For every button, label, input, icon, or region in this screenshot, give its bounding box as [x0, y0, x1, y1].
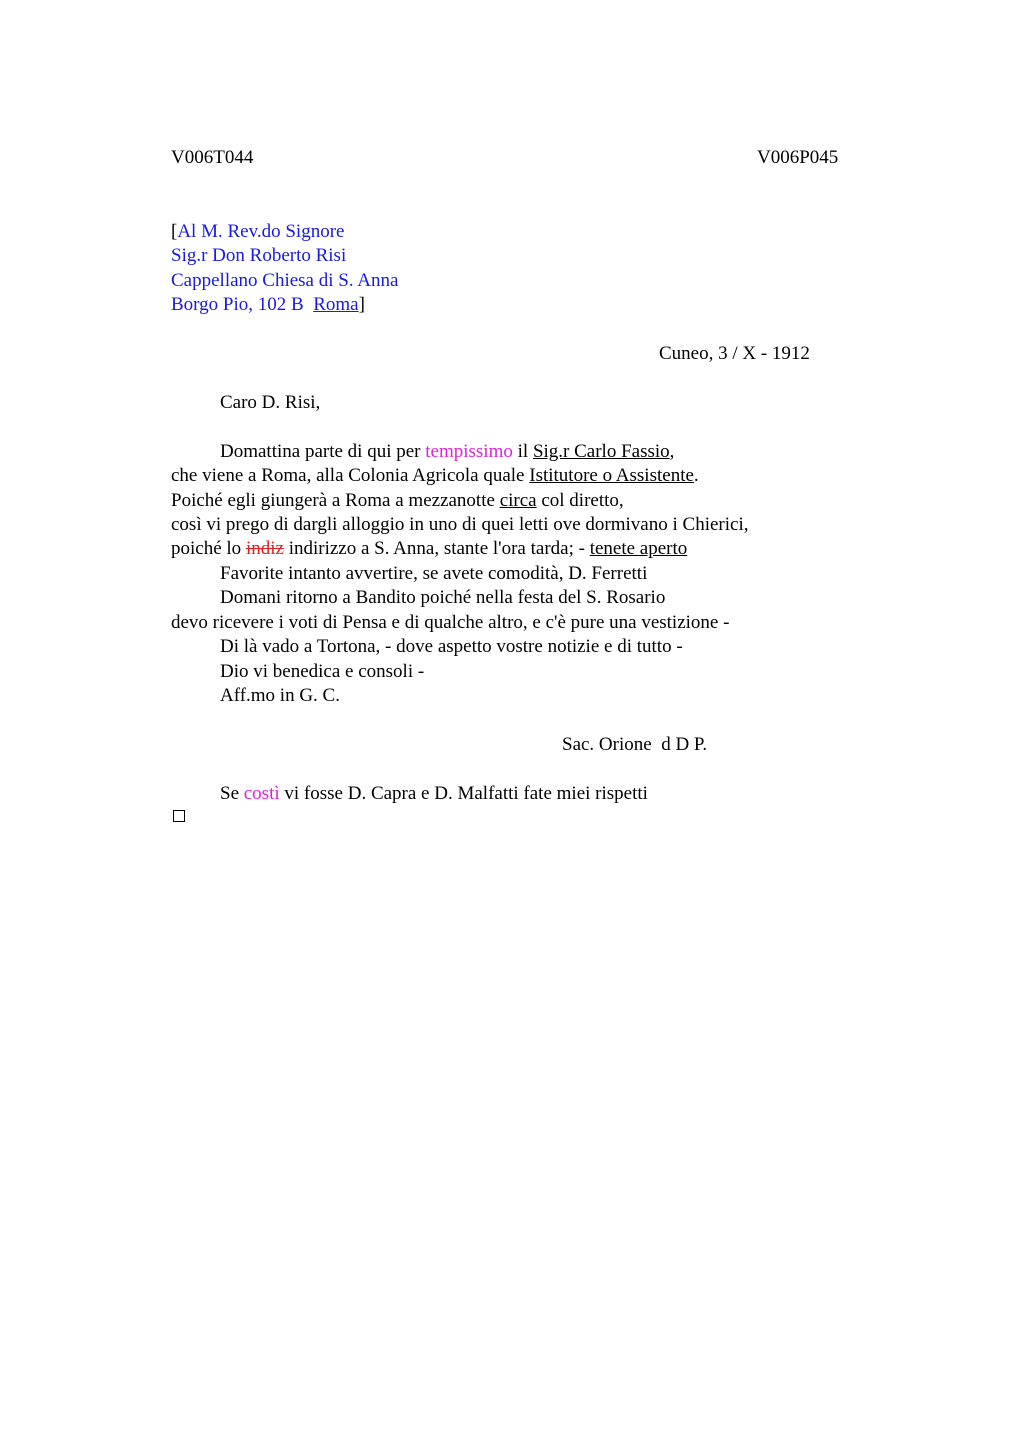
body-text: Se [220, 783, 244, 804]
highlighted-word: tempissimo [425, 441, 513, 462]
document-code-left: V006T044 [171, 147, 254, 168]
address-city: Roma [313, 294, 359, 315]
body-line-9: Di là vado a Tortona, - dove aspetto vostre notizie e di tutto - [220, 636, 683, 657]
underlined-phrase: tenete aperto [589, 538, 688, 559]
body-text: . [693, 465, 699, 486]
body-text: poiché lo [171, 538, 246, 559]
underlined-role: Istitutore o Assistente [529, 465, 694, 486]
address-line-4 [171, 293, 365, 317]
address-street: Borgo Pio, 102 B [171, 294, 314, 315]
postscript [220, 782, 648, 806]
body-line-10: Dio vi benedica e consoli - [220, 661, 425, 682]
square-icon [173, 810, 185, 822]
highlighted-word: costì [243, 783, 280, 804]
address-line-3: Cappellano Chiesa di S. Anna [171, 270, 399, 291]
body-line-1 [220, 440, 674, 464]
closing: Aff.mo in G. C. [220, 685, 340, 706]
page-code-right: V006P045 [757, 147, 839, 168]
body-line-2 [171, 464, 699, 488]
body-text: il [512, 441, 533, 462]
signature: Sac. Orione d D P. [562, 734, 708, 755]
body-text: col diretto, [536, 490, 624, 511]
body-line-6: Favorite intanto avvertire, se avete comodità, D. Ferretti [220, 563, 648, 584]
body-line-8: devo ricevere i voti di Pensa e di qualche altro, e c'è pure una vestizione - [171, 612, 730, 633]
body-text: Domattina parte di qui per [220, 441, 426, 462]
salutation: Caro D. Risi, [220, 392, 321, 413]
letter-date: Cuneo, 3 / X - 1912 [659, 343, 810, 364]
underlined-word: circa [499, 490, 537, 511]
body-text: , [669, 441, 675, 462]
body-text: indirizzo a S. Anna, stante l'ora tarda; - [283, 538, 590, 559]
struck-word: indiz [245, 538, 284, 559]
address-open-bracket: [ [171, 221, 178, 242]
body-text: vi fosse D. Capra e D. Malfatti fate miei rispetti [279, 783, 648, 804]
body-line-7: Domani ritorno a Bandito poiché nella festa del S. Rosario [220, 587, 666, 608]
body-text: che viene a Roma, alla Colonia Agricola quale [171, 465, 530, 486]
underlined-name: Sig.r Carlo Fassio [532, 441, 670, 462]
body-text: Poiché egli giungerà a Roma a mezzanotte [171, 490, 500, 511]
body-line-3 [171, 489, 624, 513]
address-close-bracket: ] [358, 294, 365, 315]
body-line-5 [171, 537, 687, 561]
address-line-2: Sig.r Don Roberto Risi [171, 245, 347, 266]
address-recipient-title: Al M. Rev.do Signore [177, 221, 345, 242]
address-line-1 [171, 220, 344, 244]
body-line-4: così vi prego di dargli alloggio in uno di quei letti ove dormivano i Chierici, [171, 514, 749, 535]
